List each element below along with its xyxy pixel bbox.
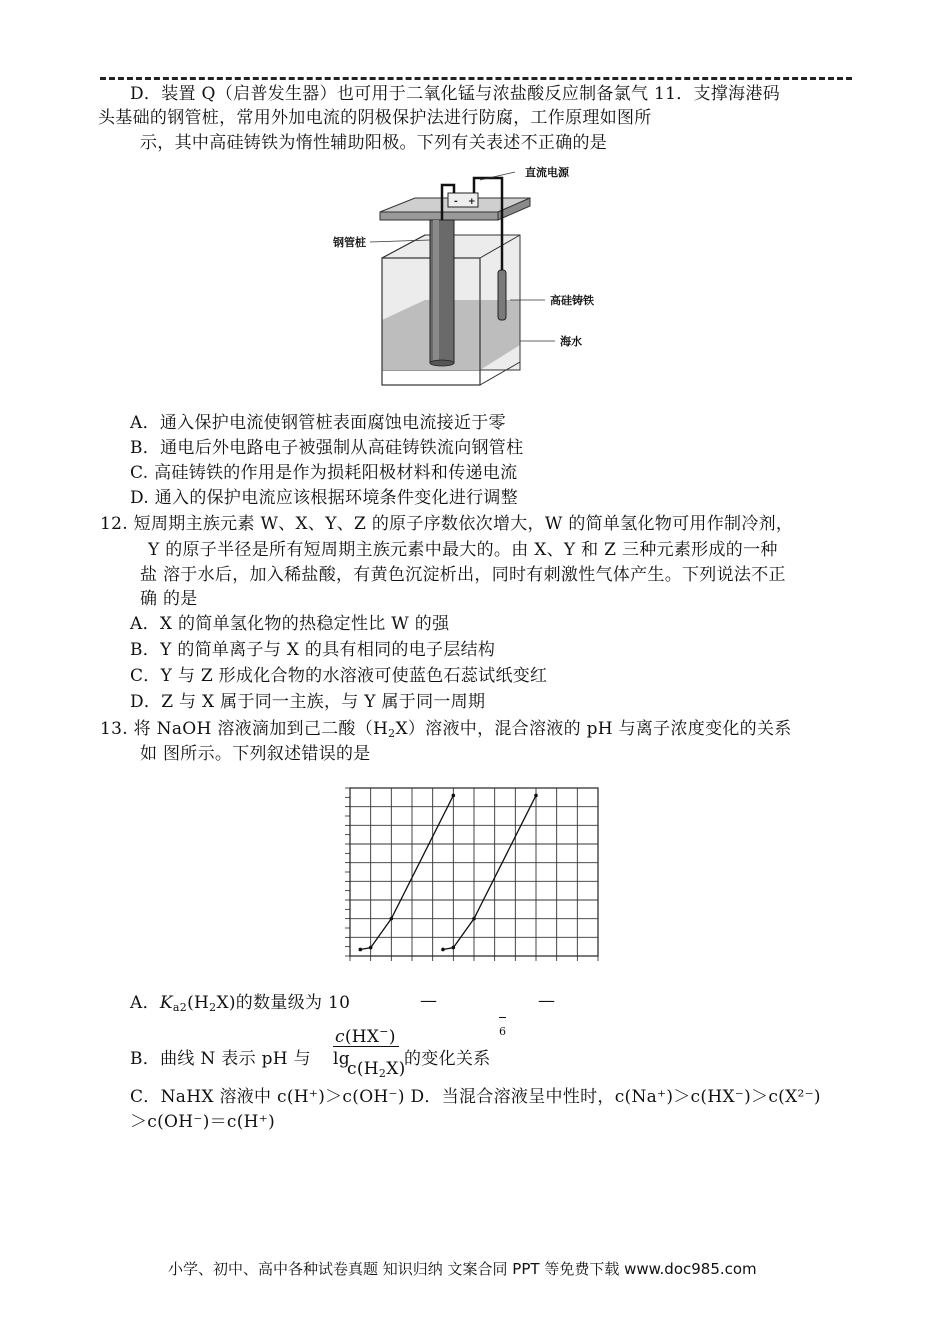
- q10-option-d-and-q11-start: D．装置 Q（启普发生器）也可用于二氧化锰与浓盐酸反应制备氯气 11．支撑海港码: [130, 84, 781, 104]
- q12-stem-line1: 12. 短周期主族元素 W、X、Y、Z 的原子序数依次增大，W 的简单氢化物可用作制冷剂，: [100, 514, 794, 534]
- q13-b-num-c: c: [335, 1027, 345, 1047]
- q13-b-num-text: (HX: [344, 1027, 380, 1047]
- chart-ticks: [345, 788, 598, 961]
- series-2-point-1: [441, 948, 445, 952]
- q13-b-denominator: $c(H_2X)$: [347, 1059, 406, 1080]
- q11-option-b: B．通电后外电路电子被强制从高硅铸铁流向钢管柱: [130, 438, 524, 458]
- q13-option-d-cont: ＞c(OH⁻)＝c(H⁺): [130, 1112, 276, 1132]
- chart-series: [359, 794, 538, 952]
- q13-stem-line2: 如 图所示。下列叙述错误的是: [140, 744, 371, 764]
- plus-terminal: +: [468, 197, 476, 207]
- q12-option-d: D．Z 与 X 属于同一主族，与 Y 属于同一周期: [130, 692, 486, 712]
- q13-option-a: A．$K_{a2}(H_2X)$的数量级为 10: [130, 993, 351, 1014]
- label-dc-power: 直流电源: [525, 166, 569, 179]
- series-2-point-3: [472, 917, 476, 921]
- q11-option-d: D. 通入的保护电流应该根据环境条件变化进行调整: [130, 488, 519, 508]
- series-2-point-4: [534, 794, 538, 798]
- q11-option-a: A．通入保护电流使钢管桩表面腐蚀电流接近于零: [130, 413, 506, 433]
- q11-stem-line2: 头基础的钢管桩，常用外加电流的阴极保护法进行防腐，工作原理如图所: [98, 108, 652, 128]
- q12-stem-line3: 盐 溶于水后，加入稀盐酸，有黄色沉淀析出，同时有刺激性气体产生。下列说法不正: [140, 565, 786, 585]
- series-2-point-2: [452, 946, 456, 950]
- q12-option-b: B．Y 的简单离子与 X 的具有相同的电子层结构: [130, 640, 496, 660]
- q13-b-prefix: B．曲线 N 表示 pH 与: [130, 1049, 311, 1069]
- q13-b-fraction-bar: [333, 1046, 399, 1047]
- series-1-point-3: [390, 917, 394, 921]
- q13-a-exponent: 6: [499, 1025, 507, 1038]
- q11-stem-line3: 示，其中高硅铸铁为惰性辅助阳极。下列有关表述不正确的是: [140, 133, 608, 153]
- series-1-point-1: [359, 948, 363, 952]
- q13-a-dash-2: —: [538, 991, 556, 1011]
- q13-a-exp-bar: [499, 1017, 506, 1018]
- label-silicon-iron: 高硅铸铁: [550, 294, 594, 307]
- q13-b-suffix: 的变化关系: [404, 1049, 491, 1069]
- series-line-2: [443, 795, 536, 949]
- q12-option-c: C．Y 与 Z 形成化合物的水溶液可使蓝色石蕊试纸变红: [130, 666, 548, 686]
- label-steel-pile: 钢管桩: [333, 236, 366, 249]
- footer-watermark: 小学、初中、高中各种试卷真题 知识归纳 文案合同 PPT 等免费下载 www.doc985.com: [168, 1260, 757, 1278]
- q13-b-num-sup: −: [379, 1025, 389, 1038]
- q13-options-c-d: C．NaHX 溶液中 c(H⁺)＞c(OH⁻) D．当混合溶液呈中性时，c(Na⁺)＞c(HX⁻)＞c(X²⁻): [130, 1087, 821, 1107]
- q13-a-dash-1: —: [420, 991, 438, 1011]
- label-seawater: 海水: [560, 335, 582, 348]
- dashed-separator: [100, 77, 852, 80]
- series-line-1: [360, 795, 453, 949]
- q12-stem-line4: 确 的是: [140, 589, 198, 609]
- q12-option-a: A．X 的简单氢化物的热稳定性比 W 的强: [130, 614, 450, 634]
- q11-option-c: C. 高硅铸铁的作用是作为损耗阳极材料和传递电流: [130, 463, 518, 483]
- q12-stem-line2: Y 的原子半径是所有短周期主族元素中最大的。由 X、Y 和 Z 三种元素形成的一种: [148, 540, 778, 560]
- ph-concentration-chart: [340, 780, 602, 965]
- silicon-iron-anode: [498, 270, 506, 320]
- series-1-point-4: [452, 794, 456, 798]
- cathodic-protection-figure: [330, 160, 630, 390]
- q13-b-num-end: ): [388, 1027, 396, 1047]
- series-1-point-2: [369, 946, 373, 950]
- q13-stem-line1: 13. 将 NaOH 溶液滴加到己二酸$(H_2X)$溶液中，混合溶液的 pH 与离子浓度变化的关系: [100, 719, 792, 740]
- q13-b-lg: lg: [333, 1049, 350, 1069]
- chart-grid: [350, 788, 598, 956]
- q13-b-numerator: [335, 1021, 396, 1048]
- minus-terminal: -: [454, 197, 458, 207]
